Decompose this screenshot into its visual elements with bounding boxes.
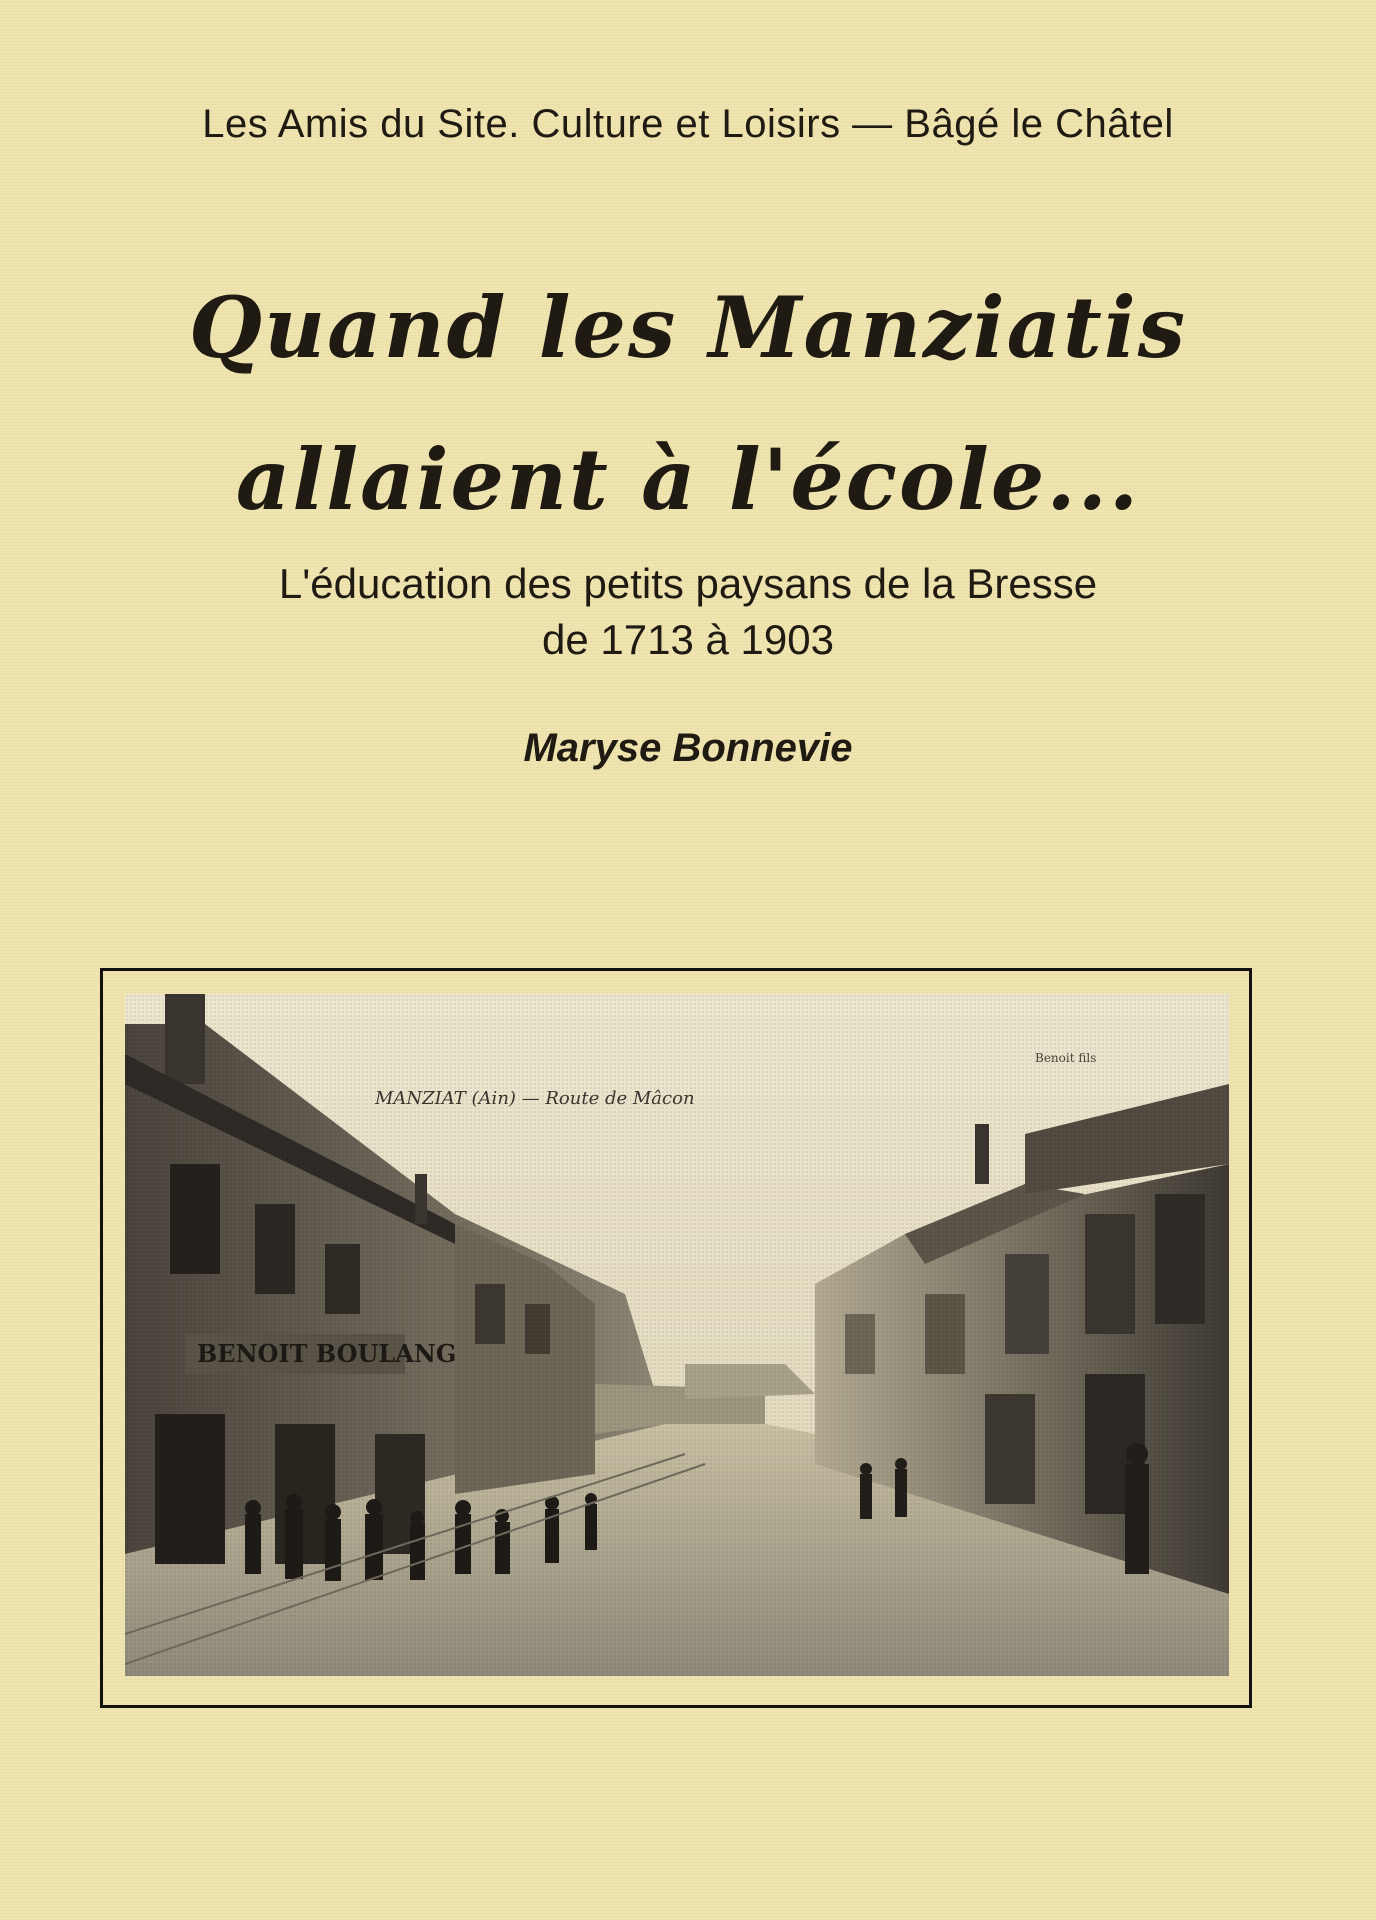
title-line-1: Quand les Manziatis [188,278,1188,377]
title-line-2: allaient à l'école... [235,430,1141,529]
postcard-caption: MANZIAT (Ain) — Route de Mâcon [375,1088,695,1109]
postcard-corner-mark: Benoit fils [1035,1051,1097,1065]
author-name: Maryse Bonnevie [523,726,853,770]
subtitle-line-2: de 1713 à 1903 [542,616,834,663]
postcard-photo [125,994,1229,1676]
subtitle-line-1: L'éducation des petits paysans de la Bresse [278,560,1098,607]
publisher-line: Les Amis du Site. Culture et Loisirs — Bâgé le Châtel [202,102,1174,146]
street-scene-illustration [125,994,1229,1676]
